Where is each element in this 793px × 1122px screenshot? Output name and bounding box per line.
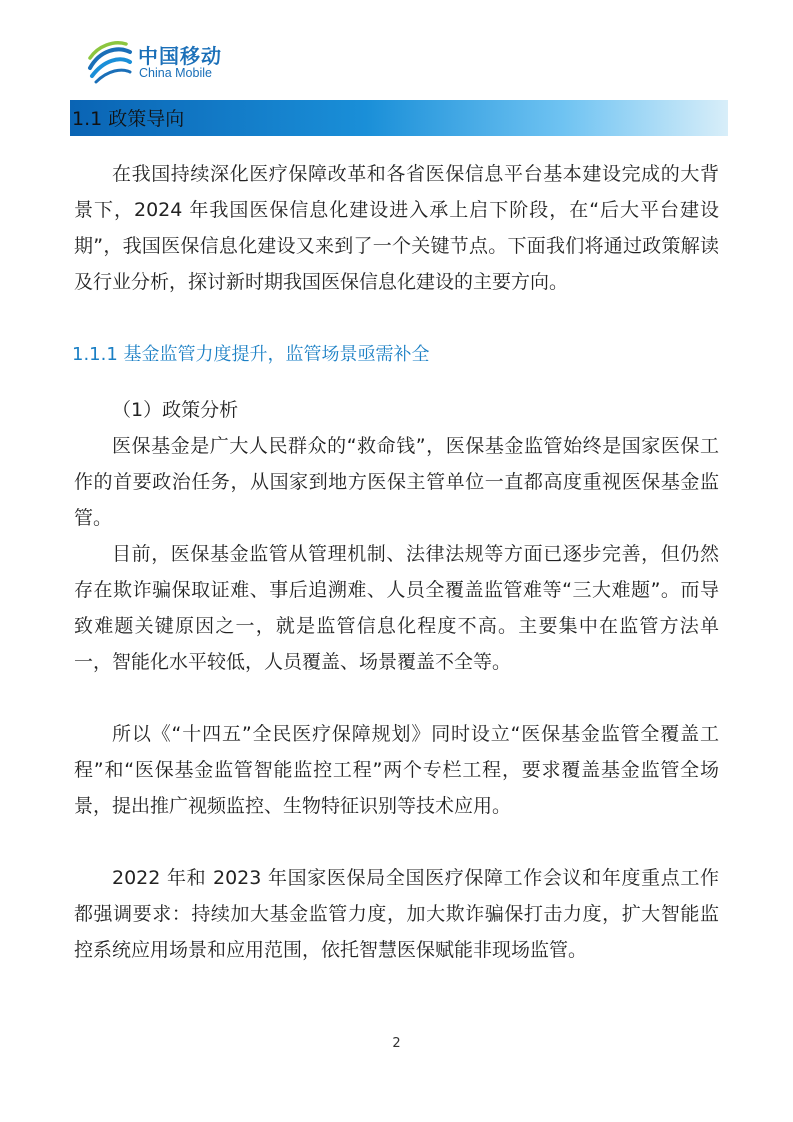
body-paragraph-1: 医保基金是广大人民群众的“救命钱”，医保基金监管始终是国家医保工作的首要政治任务，从国家到地方医保主管单位一直都高度重视医保基金监管。 xyxy=(74,435,719,529)
china-mobile-logo xyxy=(86,38,246,88)
policy-analysis-label: （1）政策分析 xyxy=(112,399,239,421)
body-paragraph-3: 所以《“十四五”全民医疗保障规划》同时设立“医保基金监管全覆盖工程”和“医保基金监管智能监控工程”两个专栏工程，要求覆盖基金监管全场景，提出推广视频监控、生物特征识别等技术应用。 xyxy=(74,723,719,817)
intro-paragraph: 在我国持续深化医疗保障改革和各省医保信息平台基本建设完成的大背景下，2024 年我国医保信息化建设进入承上启下阶段，在“后大平台建设期”，我国医保信息化建设又来到了一个关键节点。下面我们将通过政策解读及行业分析，探讨新时期我国医保信息化建设的主要方向。 xyxy=(74,163,719,293)
page-number: 2 xyxy=(392,1036,401,1051)
body-paragraph-4: 2022 年和 2023 年国家医保局全国医疗保障工作会议和年度重点工作都强调要求：持续加大基金监管力度，加大欺诈骗保打击力度，扩大智能监控系统应用场景和应用范围，依托智慧医保赋能非现场监管。 xyxy=(74,867,719,961)
china-mobile-logo-icon xyxy=(86,38,134,84)
subsection-title: 1.1.1 基金监管力度提升，监管场景亟需补全 xyxy=(72,344,430,365)
logo-english-text: China Mobile xyxy=(139,66,212,80)
logo-chinese-text: 中国移动 xyxy=(138,44,222,68)
body-paragraph-2: 目前，医保基金监管从管理机制、法律法规等方面已逐步完善，但仍然存在欺诈骗保取证难、事后追溯难、人员全覆盖监管难等“三大难题”。而导致难题关键原因之一，就是监管信息化程度不高。主要集中在监管方法单一，智能化水平较低，人员覆盖、场景覆盖不全等。 xyxy=(74,543,719,673)
section-title: 1.1 政策导向 xyxy=(72,108,185,130)
